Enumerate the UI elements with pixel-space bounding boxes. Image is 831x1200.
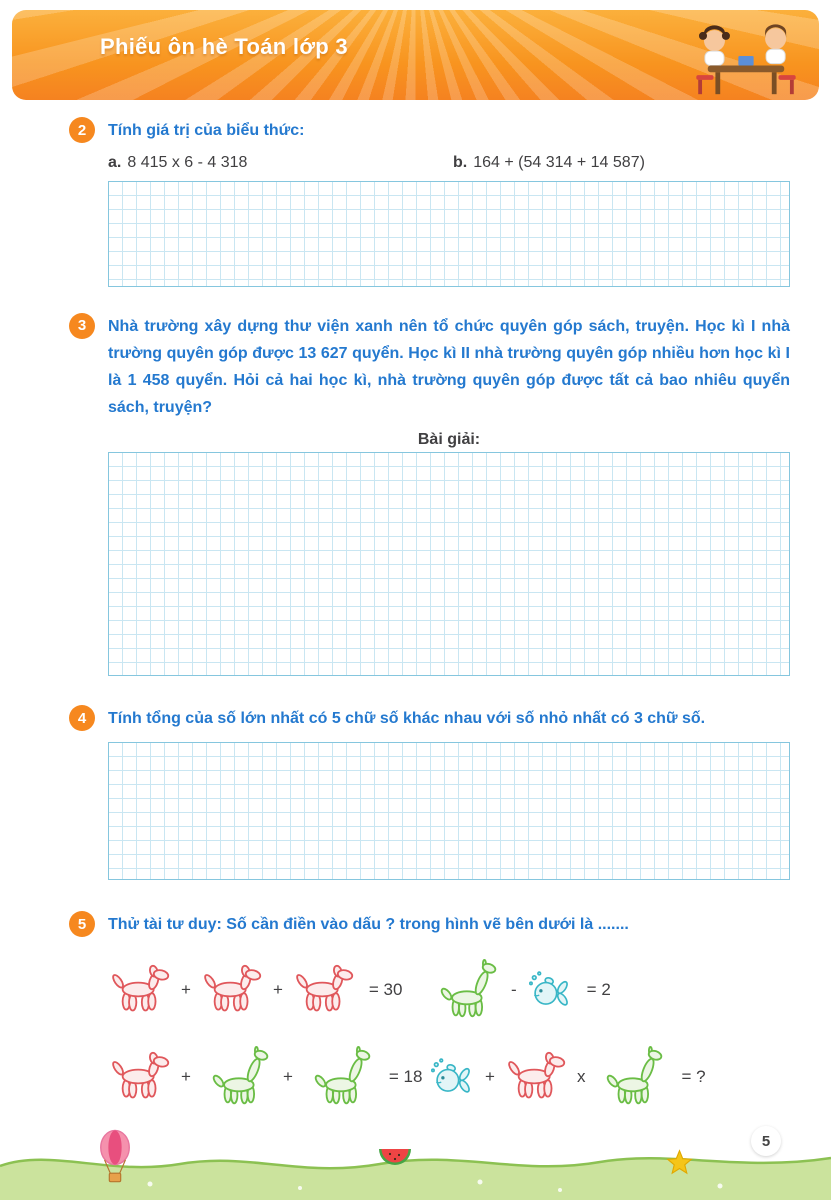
problem-3: [0, 312, 831, 677]
expression-b: [453, 154, 645, 172]
expression-b-label: b.: [453, 153, 468, 171]
balloon-equations: [108, 959, 790, 1107]
equation-result: = 2: [586, 979, 611, 999]
equation-1: [108, 963, 428, 1016]
equation-2: [428, 959, 790, 1020]
problem-4-number-badge: 4: [69, 705, 95, 731]
kids-illustration: [687, 12, 805, 98]
equation-3: [108, 1046, 428, 1107]
problem-2-expressions: [108, 154, 790, 172]
red-dog-balloon-figure: [108, 963, 172, 1016]
problem-5: [0, 910, 831, 1107]
red-dog-balloon-figure: [200, 963, 264, 1016]
problem-2-prompt: Tính giá trị của biểu thức:: [108, 122, 305, 139]
red-dog-balloon-figure: [108, 1050, 172, 1103]
green-giraffe-balloon-figure: [594, 1046, 668, 1107]
operator: +: [181, 979, 191, 999]
hot-air-balloon-icon: [96, 1128, 134, 1186]
equation-result: = 30: [368, 979, 403, 999]
green-giraffe-balloon-figure: [200, 1046, 274, 1107]
header-banner: [12, 10, 819, 100]
operator: +: [181, 1066, 191, 1086]
problem-5-prompt: Thử tài tư duy: Số cần điền vào dấu ? trong hình vẽ bên dưới là .......: [108, 916, 629, 934]
problem-3-prompt: Nhà trường xây dựng thư viện xanh nên tổ chức quyên góp sách, truyện. Học kì I nhà trường quyên góp được 13 627 quyển. Học kì II nhà trường quyên góp nhiều hơn học kì I là 1 458 quyển. Hỏi cả hai học kì, nhà trường quyên góp được tất cả bao nhiêu quyển sách, truyện?: [108, 317, 790, 416]
problem-5-number-badge: 5: [69, 911, 95, 937]
problem-4: [0, 704, 831, 880]
solution-label: Bài giải:: [417, 431, 481, 449]
problem-4-prompt: Tính tổng của số lớn nhất có 5 chữ số khác nhau với số nhỏ nhất có 3 chữ số.: [108, 710, 706, 728]
operator: x: [576, 1066, 586, 1086]
answer-grid-problem-2[interactable]: [108, 181, 790, 287]
answer-grid-problem-4[interactable]: [108, 742, 790, 880]
red-dog-balloon-figure: [504, 1050, 568, 1103]
equation-4: [428, 1046, 790, 1107]
watermelon-icon: [378, 1146, 412, 1168]
problem-2: [0, 116, 831, 287]
equation-result: = ?: [681, 1066, 706, 1086]
problem-2-number-badge: 2: [69, 117, 95, 143]
star-icon: [666, 1149, 693, 1176]
red-dog-balloon-figure: [292, 963, 356, 1016]
expression-b-value: 164 + (54 314 + 14 587): [473, 153, 645, 171]
operator: -: [511, 979, 517, 999]
green-giraffe-balloon-figure: [428, 959, 502, 1020]
expression-a-label: a.: [108, 153, 122, 171]
blue-fish-balloon-figure: [526, 969, 574, 1011]
equation-result: = 18: [388, 1066, 423, 1086]
page-title: Phiếu ôn hè Toán lớp 3: [100, 34, 348, 59]
operator: +: [272, 979, 283, 999]
page-number-badge: 5: [751, 1126, 781, 1156]
expression-a-value: 8 415 x 6 - 4 318: [127, 153, 248, 171]
expression-a: [108, 154, 453, 172]
answer-grid-problem-3[interactable]: [108, 452, 790, 676]
footer: [0, 1104, 831, 1200]
blue-fish-balloon-figure: [428, 1056, 476, 1098]
operator: +: [282, 1066, 293, 1086]
problem-3-number-badge: 3: [69, 313, 95, 339]
green-giraffe-balloon-figure: [302, 1046, 376, 1107]
operator: +: [485, 1066, 495, 1086]
